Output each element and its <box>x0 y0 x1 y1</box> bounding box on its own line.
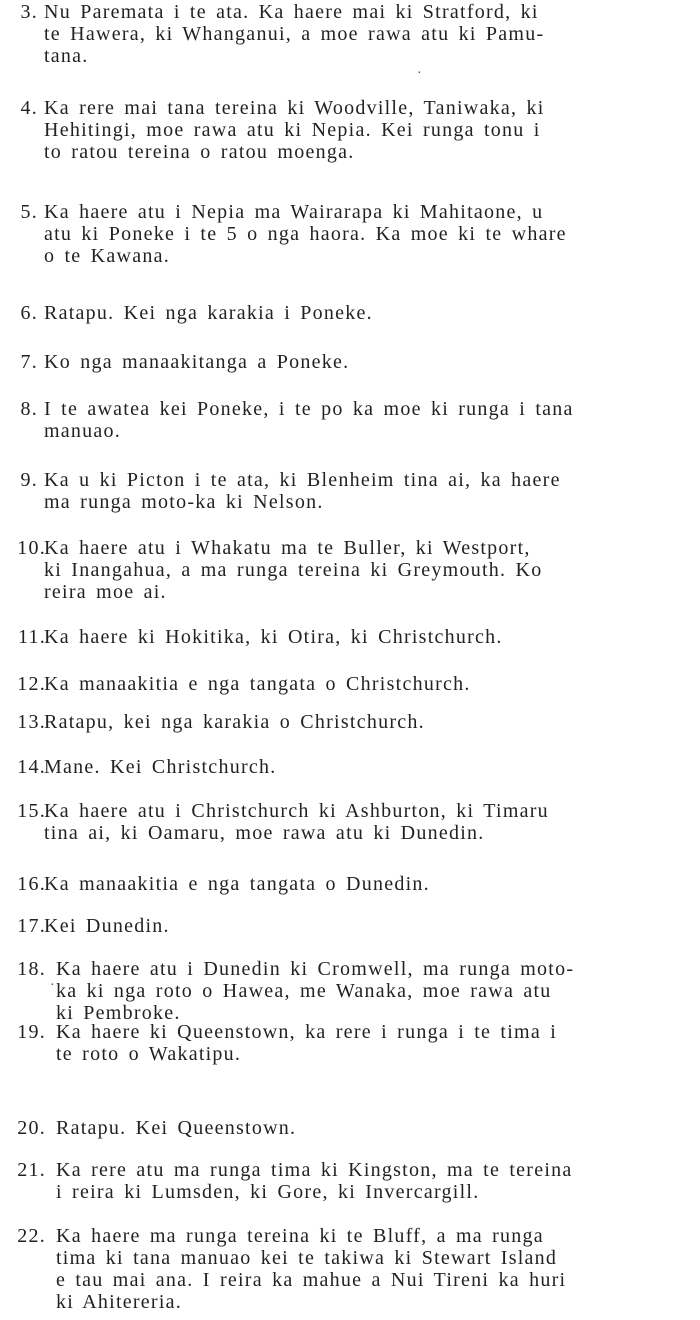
entry-text <box>44 756 700 778</box>
entry-line: i reira ki Lumsden, ki Gore, ki Invercargill. <box>56 1181 480 1203</box>
entry-text <box>44 673 700 695</box>
entry-line: ki Inangahua, a ma runga tereina ki Greymouth. Ko <box>44 559 543 581</box>
entry-text <box>44 915 700 937</box>
entry-line: Ratapu, kei nga karakia o Christchurch. <box>44 711 425 733</box>
entry-number: 6. <box>20 302 38 324</box>
entry-text <box>56 1159 700 1203</box>
entry-text <box>56 958 700 1024</box>
entry-line: Ko nga manaakitanga a Poneke. <box>44 351 350 373</box>
entry-line: Ka manaakitia e nga tangata o Dunedin. <box>44 873 430 895</box>
entry-line: Ka haere atu i Whakatu ma te Buller, ki Westport, <box>44 537 531 559</box>
entry-line: Mane. Kei Christchurch. <box>44 756 277 778</box>
entry-number: 15. <box>17 800 46 822</box>
entry-number: 14. <box>17 756 46 778</box>
entry-line: te Hawera, ki Whanganui, a moe rawa atu ki Pamu- <box>44 23 545 45</box>
entry-line: reira moe ai. <box>44 581 167 603</box>
entry-line: Hehitingi, moe rawa atu ki Nepia. Kei runga tonu i <box>44 119 541 141</box>
entry-text <box>56 1117 700 1139</box>
entry-text <box>44 97 700 163</box>
entry-line: I te awatea kei Poneke, i te po ka moe ki runga i tana <box>44 398 574 420</box>
entry-number: 3. <box>20 1 38 23</box>
entry-text <box>44 469 700 513</box>
entry-line: Kei Dunedin. <box>44 915 170 937</box>
entry-number: 21. <box>17 1159 46 1181</box>
entry-line: Ka manaakitia e nga tangata o Christchurch. <box>44 673 471 695</box>
entry-text <box>44 626 700 648</box>
entry-number: 11. <box>17 626 46 648</box>
entry-line: manuao. <box>44 420 122 442</box>
entry-text <box>44 711 700 733</box>
entry-line: tina ai, ki Oamaru, moe rawa atu ki Dunedin. <box>44 822 485 844</box>
entry-line: tana. <box>44 45 89 67</box>
entry-line: to ratou tereina o ratou moenga. <box>44 141 355 163</box>
entry-line: ma runga moto-ka ki Nelson. <box>44 491 324 513</box>
entry-text <box>44 398 700 442</box>
entry-line: ki Pembroke. <box>56 1002 181 1024</box>
entry-number: 18. <box>17 958 46 980</box>
entry-text <box>44 800 700 844</box>
entry-line: Ka u ki Picton i te ata, ki Blenheim tina ai, ka haere <box>44 469 561 491</box>
entry-text <box>56 1225 700 1313</box>
entry-number: 4. <box>20 97 38 119</box>
entry-number: 7. <box>20 351 38 373</box>
entry-number: 13. <box>17 711 46 733</box>
entry-line: Ratapu. Kei nga karakia i Poneke. <box>44 302 373 324</box>
entry-line: ki Ahitereria. <box>56 1291 183 1313</box>
entry-line: Ratapu. Kei Queenstown. <box>56 1117 297 1139</box>
entry-text <box>44 351 700 373</box>
stray-dot-mark: · <box>417 66 422 81</box>
entry-text <box>44 302 700 324</box>
entry-line: Ka rere atu ma runga tima ki Kingston, ma te tereina <box>56 1159 573 1181</box>
entry-line: Ka haere ma runga tereina ki te Bluff, a ma runga <box>56 1225 544 1247</box>
stray-dot-mark: · <box>50 978 55 993</box>
entry-number: 22. <box>17 1225 46 1247</box>
entry-number: 10. <box>17 537 46 559</box>
entry-number: 12. <box>17 673 46 695</box>
entry-text <box>56 1021 700 1065</box>
entry-number: 5. <box>20 201 38 223</box>
entry-line: o te Kawana. <box>44 245 170 267</box>
entry-text <box>44 201 700 267</box>
entry-number: 19. <box>17 1021 46 1043</box>
entry-line: Ka haere ki Queenstown, ka rere i runga i te tima i <box>56 1021 558 1043</box>
entry-line: Ka haere atu i Christchurch ki Ashburton, ki Timaru <box>44 800 549 822</box>
entry-line: Ka rere mai tana tereina ki Woodville, Taniwaka, ki <box>44 97 545 119</box>
entry-number: 20. <box>17 1117 46 1139</box>
entry-text <box>44 873 700 895</box>
entry-number: 17. <box>17 915 46 937</box>
entry-line: Ka haere ki Hokitika, ki Otira, ki Christchurch. <box>44 626 503 648</box>
entry-line: tima ki tana manuao kei te takiwa ki Stewart Island <box>56 1247 558 1269</box>
entry-number: 8. <box>20 398 38 420</box>
entry-line: te roto o Wakatipu. <box>56 1043 242 1065</box>
entry-line: Nu Paremata i te ata. Ka haere mai ki Stratford, ki <box>44 1 539 23</box>
entry-number: 9. <box>20 469 38 491</box>
entry-line: atu ki Poneke i te 5 o nga haora. Ka moe ki te whare <box>44 223 567 245</box>
entry-line: ka ki nga roto o Hawea, me Wanaka, moe rawa atu <box>56 980 552 1002</box>
entry-text <box>44 1 700 67</box>
entry-number: 16. <box>17 873 46 895</box>
entry-line: e tau mai ana. I reira ka mahue a Nui Tireni ka huri <box>56 1269 567 1291</box>
entry-line: Ka haere atu i Nepia ma Wairarapa ki Mahitaone, u <box>44 201 544 223</box>
entry-text <box>44 537 700 603</box>
entry-line: Ka haere atu i Dunedin ki Cromwell, ma runga moto- <box>56 958 575 980</box>
